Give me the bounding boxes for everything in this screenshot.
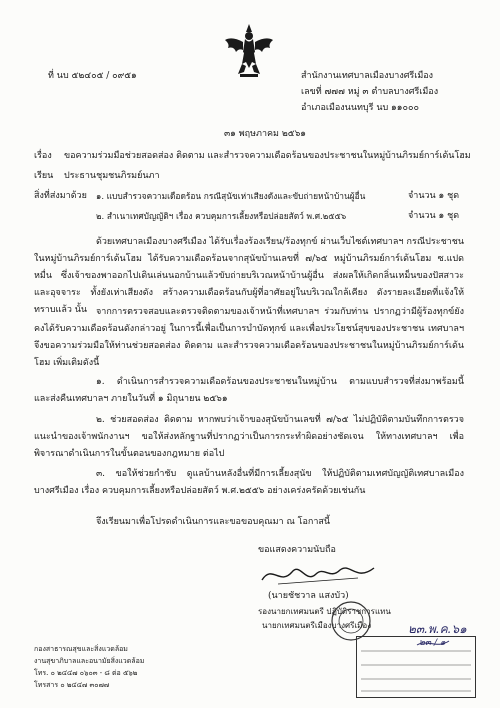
enclosure-item-2-qty: จำนวน ๑ ชุด <box>408 211 460 221</box>
footer-phone: โทร. ๐ ๒๔๔๗ ๐๖๐๓ - ๘ ต่อ ๕๖๒ <box>34 669 138 677</box>
handwritten-small-note: ๒๓ / ๑ <box>419 638 446 648</box>
signature-scribble-icon <box>258 560 378 588</box>
subject-text: ขอความร่วมมือช่วยสอดส่อง ติดตาม และสำรวจความเดือดร้อนของประชาชนในหมู่บ้านภิรมย์การ์เด้นโฮม <box>64 151 471 161</box>
handwritten-date-note: ๒๓.พ.ค.๖๑ <box>408 622 467 636</box>
footer-division: กองสาธารณสุขและสิ่งแวดล้อม <box>34 645 128 653</box>
enclosure-item-1: ๑. แบบสำรวจความเดือดร้อน กรณีสุนัขเห่าเสียงดังและขับถ่ายหน้าบ้านผู้อื่น <box>96 191 366 201</box>
office-address-line2: อำเภอเมืองนนทบุรี นบ ๑๑๐๐๐ <box>301 103 419 113</box>
body-item-1: ๑. ดำเนินการสำรวจความเดือดร้อนของประชาชนในหมู่บ้าน ตามแบบสำรวจที่ส่งมาพร้อมนี้ และส่งคืนเทศบาลฯ ภายในวันที่ ๑ มิถุนายน ๒๕๖๑ <box>34 377 464 404</box>
document-number: ที่ นบ ๕๒๔๐๕ / ๐๙๕๑ <box>48 71 137 81</box>
signatory-position-2: นายกเทศมนตรีเมืองบางศรีเมือง <box>262 621 372 630</box>
footer-section: งานสุขาภิบาลและอนามัยสิ่งแวดล้อม <box>34 657 145 665</box>
office-address-line1: เลขที่ ๗๗๗ หมู่ ๓ ตำบลบางศรีเมือง <box>301 87 439 97</box>
body-paragraph-2: จากการตรวจสอบและตรวจติดตามของเจ้าหน้าที่เทศบาลฯ ร่วมกับท่าน ปรากฏว่ามีผู้ร้องทุกข์ยังคงได้รับความเดือดร้อนดังกล่าวอยู่ ในการนี้เพื่อเป็นการบำบัดทุกข์ และเพื่อประโยชน์สุขของประชาชน เทศบาลฯ จึงขอความร่วมมือให้ท่านช่วยสอดส่อง ติดตาม และสำรวจความเดือดร้อนของประชาชนในหมู่บ้านภิรมย์การ์เด้นโฮม เพิ่มเติมดังนี้ <box>34 307 464 368</box>
enclosures-label: สิ่งที่ส่งมาด้วย <box>34 191 87 201</box>
signatory-name: (นายชัชวาล แสงบัว) <box>268 591 349 601</box>
signature-regards: ขอแสดงความนับถือ <box>258 545 336 555</box>
signatory-position-1: รองนายกเทศมนตรี ปฏิบัติราชการแทน <box>258 607 391 616</box>
recipient-text: ประธานชุมชนภิรมย์นภา <box>64 171 160 181</box>
enclosure-item-1-qty: จำนวน ๑ ชุด <box>408 191 460 201</box>
enclosure-item-2: ๒. สำเนาเทศบัญญัติฯ เรื่อง ควบคุมการเลี้ยงหรือปล่อยสัตว์ พ.ศ.๒๕๕๖ <box>96 211 347 221</box>
subject-label: เรื่อง <box>34 151 52 161</box>
letter-date: ๓๑ พฤษภาคม ๒๕๖๑ <box>224 129 307 139</box>
closing-paragraph: จึงเรียนมาเพื่อโปรดดำเนินการและขอขอบคุณมา ณ โอกาสนี้ <box>96 517 331 527</box>
body-item-3: ๓. ขอให้ช่วยกำชับ ดูแลบ้านหลังอื่นที่มีการเลี้ยงสุนัข ให้ปฏิบัติตามเทศบัญญัติเทศบาลเมืองบางศรีเมือง เรื่อง ควบคุมการเลี้ยงหรือปล่อยสัตว์ พ.ศ.๒๕๕๖ อย่างเคร่งครัดด้วยเช่นกัน <box>34 469 464 496</box>
body-paragraph-1: ด้วยเทศบาลเมืองบางศรีเมือง ได้รับเรื่องร้องเรียน/ร้องทุกข์ ผ่านเว็บไซต์เทศบาลฯ กรณีประชาชนในหมู่บ้านภิรมย์การ์เด้นโฮม ได้รับความเดือดร้อนจากสุนัขบ้านเลขที่ ๗/๖๕ หมู่บ้านภิรมย์การ์เด้นโฮม ซ.แปดหมื่น ซึ่งเจ้าของพาออกไปเดินเล่นนอกบ้านแล้วขับถ่ายบริเวณหน้าบ้านผู้อื่น ส่งผลให้เกิดกลิ่นเหม็นของปัสสาวะและอุจจาระ ทั้งยังเห่าเสียงดัง สร้างความเดือดร้อนกับผู้ที่อาศัยอยู่ในบริเวณใกล้เคียง ดังรายละเอียดที่แจ้งให้ทราบแล้ว นั้น <box>34 237 464 315</box>
body-item-2: ๒. ช่วยสอดส่อง ติดตาม หากพบว่าเจ้าของสุนัขบ้านเลขที่ ๗/๖๕ ไม่ปฏิบัติตามบันทึกการตรวจแนะนำของเจ้าพนักงานฯ ขอให้ส่งหลักฐานที่ปรากฏว่าเป็นการกระทำผิดอย่างชัดเจน ให้ทางเทศบาลฯ เพื่อพิจารณาดำเนินการในขั้นตอนของกฎหมาย ต่อไป <box>34 415 464 459</box>
office-name: สำนักงานเทศบาลเมืองบางศรีเมือง <box>301 71 434 81</box>
footer-fax: โทรสาร ๐ ๒๔๔๗ ๓๐๗๗ <box>34 681 110 689</box>
receipt-stamp-lines-icon <box>357 637 475 697</box>
recipient-label: เรียน <box>34 171 54 181</box>
garuda-emblem-icon <box>222 22 276 80</box>
receipt-stamp <box>356 636 476 698</box>
